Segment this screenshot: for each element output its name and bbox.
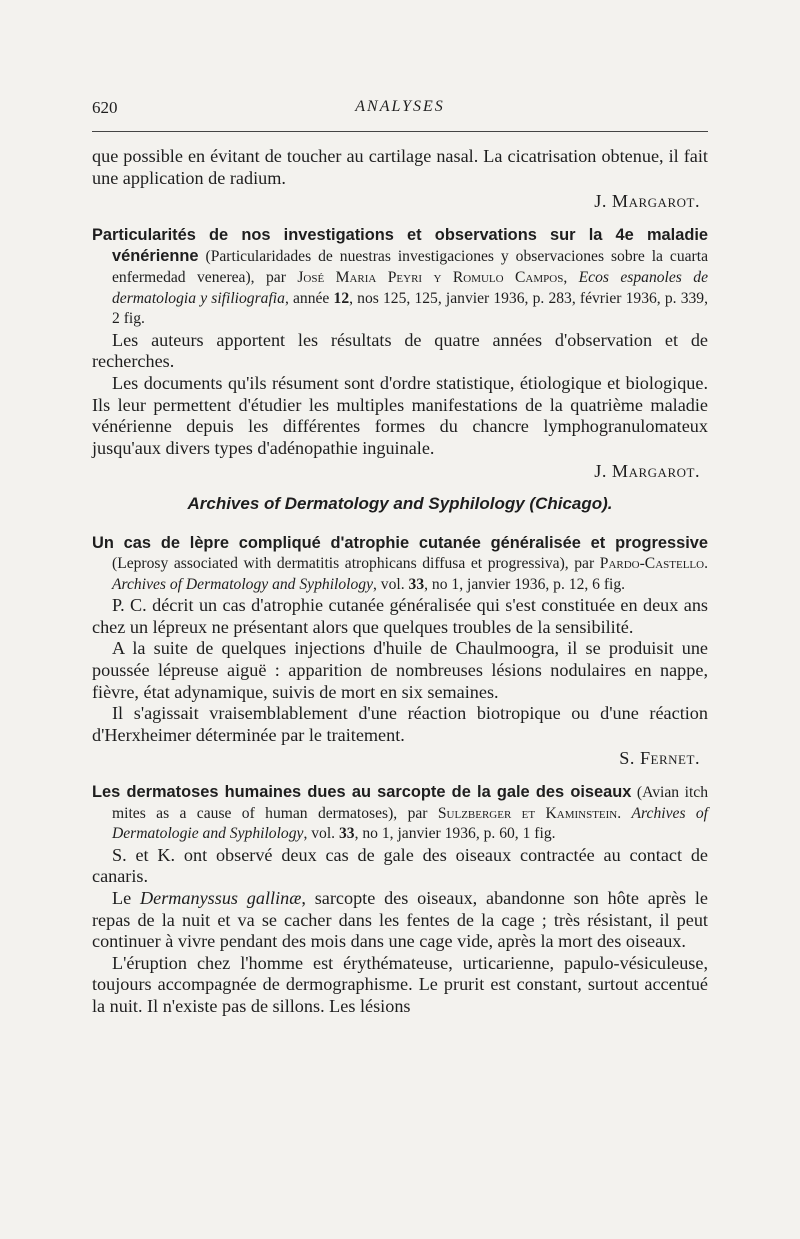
- signature: S. Fernet.: [619, 748, 700, 769]
- paragraph: P. C. décrit un cas d'atrophie cutanée généralisée qui s'est constituée en deux ans chez un lépreux ne présentant alors que quelques troubles de la sensibilité.: [92, 595, 708, 637]
- reference-text: (Avian itch mites as a cause of human dermatoses), par: [112, 784, 708, 822]
- paragraph: [92, 888, 708, 953]
- paragraph: Il s'agissait vraisemblablement d'une réaction biotropique ou d'une réaction d'Herxheimer déterminée par le traitement.: [92, 703, 708, 745]
- paragraph: L'éruption chez l'homme est érythémateuse, urticarienne, papulo-vésiculeuse, toujours accompagnée de dermographisme. Le prurit est constant, surtout accentué la nuit. Il n'existe pas de sillons. Les lésions: [92, 952, 708, 1016]
- paragraph-text: , sarcopte des oiseaux, abandonne son hôte après le repas de la nuit et va se cacher dans les fentes de la cage ; très résistant, il peut continuer à vivre pendant des mois dans une cage vide, après la mort des oiseaux.: [92, 888, 709, 952]
- reference-text: , année: [284, 289, 334, 307]
- article-title: Un cas de lèpre compliqué d'atrophie cutanée généralisée et progressive: [92, 533, 708, 552]
- reference-text: , no 1, janvier 1936, p. 60, 1 fig.: [354, 825, 556, 843]
- spacer: [92, 770, 708, 782]
- page-body: [92, 146, 708, 1018]
- journal-name: Archives of Dermatology and Syphilology: [112, 575, 373, 593]
- header-rule: [92, 131, 708, 132]
- spacer: [92, 213, 708, 225]
- reference-text: , vol.: [303, 825, 339, 843]
- reference-text: .: [704, 555, 708, 573]
- running-title: ANALYSES: [355, 98, 445, 115]
- article-title: Les dermatoses humaines dues au sarcopte de la gale des oiseaux: [92, 783, 632, 802]
- journal-name: Ecos espanoles de dermatologia y sifiliografia: [112, 268, 709, 307]
- volume-number: 33: [408, 575, 425, 593]
- reference-text: ,: [563, 268, 579, 286]
- section-heading: Archives of Dermatology and Syphilology (Chicago).: [187, 493, 613, 513]
- paragraph: que possible en évitant de toucher au cartilage nasal. La cicatrisation obtenue, il fait une application de radium.: [92, 146, 708, 188]
- article-title: Particularités de nos investigations et observations sur la 4e maladie vénérienne: [92, 225, 708, 266]
- paragraph-text: Le: [112, 888, 140, 908]
- paragraph: A la suite de quelques injections d'huile de Chaulmoogra, il se produisit une poussée lépreuse aiguë : apparition de nombreuses lésions nodulaires en nappe, fièvre, état adynamique, suivis de mort en six semaines.: [92, 638, 708, 702]
- authors: Sulzberger et Kaminstein: [437, 804, 618, 822]
- reference-text: (Particularidades de nuestras investigaciones y observaciones sobre la cuarta enfermedad venerea), par: [112, 248, 708, 286]
- reference-text: , nos 125, 125, janvier 1936, p. 283, février 1936, p. 339, 2 fig.: [112, 289, 708, 328]
- paragraph: S. et K. ont observé deux cas de gale des oiseaux contractée au contact de canaris.: [92, 844, 708, 887]
- reference-text: .: [617, 804, 632, 822]
- page-number: 620: [92, 98, 118, 117]
- article-reference: [92, 782, 708, 845]
- page-header: [92, 98, 708, 124]
- authors: Pardo-Castello: [599, 555, 705, 573]
- paragraph: Les documents qu'ils résument sont d'ordre statistique, étiologique et biologique. Ils leur permettent d'étudier les multiples manifestations de la quatrième maladie vénérienne depuis les différentes formes du chancre lymphogranulomateux jusqu'aux divers types d'adénopathie inguinale.: [92, 372, 708, 458]
- paragraph: Les auteurs apportent les résultats de quatre années d'observation et de recherches.: [92, 329, 708, 372]
- volume-number: 33: [338, 825, 355, 843]
- journal-name: Archives of Dermatologie and Syphilology: [112, 804, 709, 843]
- species-name: Dermanyssus gallinæ: [139, 888, 302, 908]
- signature: J. Margarot.: [594, 461, 700, 482]
- article-reference: [92, 225, 708, 330]
- reference-text: , vol.: [373, 575, 409, 593]
- article-reference: [92, 533, 708, 596]
- reference-text: , no 1, janvier 1936, p. 12, 6 fig.: [424, 575, 626, 593]
- signature: J. Margarot.: [594, 191, 700, 212]
- reference-text: (Leprosy associated with dermatitis atrophicans diffusa et progressiva), par: [112, 555, 600, 573]
- authors: José Maria Peyri y Romulo Campos: [297, 268, 564, 286]
- volume-number: 12: [333, 289, 350, 307]
